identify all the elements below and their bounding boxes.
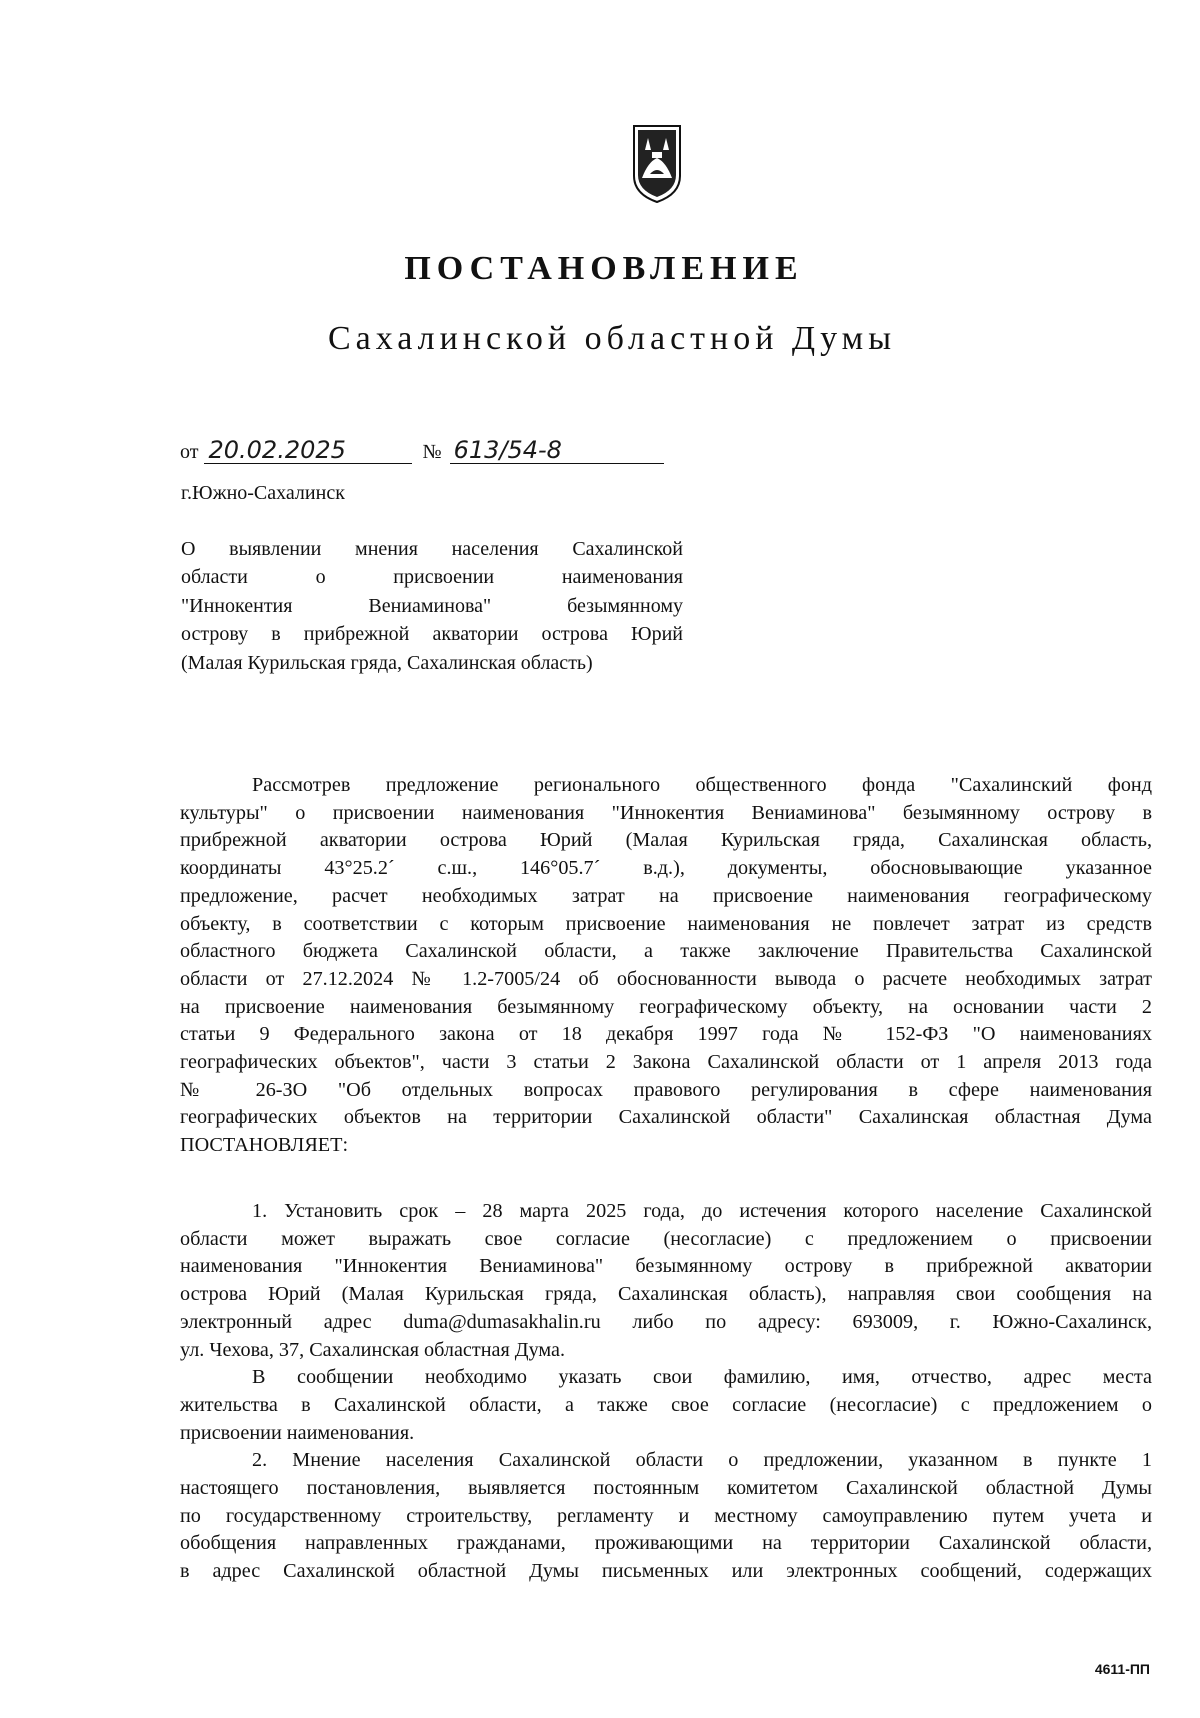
body-line: в адрес Сахалинской областной Думы письменных или электронных сообщений, содержащих	[180, 1560, 1152, 1583]
subject-line: (Малая Курильская гряда, Сахалинская область)	[181, 651, 593, 674]
coat-of-arms-icon	[628, 122, 686, 204]
body-line: 2. Мнение населения Сахалинской области о предложении, указанном в пункте 1	[252, 1449, 1152, 1472]
body-line: острова Юрий (Малая Курильская гряда, Сахалинская область), направляя свои сообщения на	[180, 1283, 1152, 1306]
body-line: географических объектов", части 3 статьи 2 Закона Сахалинской области от 1 апреля 2013 года	[180, 1051, 1152, 1074]
body-line: предложение, расчет необходимых затрат на присвоение наименования географическому	[180, 884, 1152, 907]
city-line: г.Южно-Сахалинск	[181, 482, 345, 504]
subject-line: области о присвоении наименования	[181, 566, 683, 589]
body-line: электронный адрес duma@dumasakhalin.ru либо по адресу: 693009, г. Южно-Сахалинск,	[180, 1310, 1152, 1333]
body-line: № 26-ЗО "Об отдельных вопросах правового регулирования в сфере наименования	[180, 1078, 1152, 1101]
body-line: настоящего постановления, выявляется постоянным комитетом Сахалинской областной Думы	[180, 1477, 1152, 1500]
subject-line: О выявлении мнения населения Сахалинской	[181, 538, 683, 560]
subject-line: острову в прибрежной акватории острова Юрий	[181, 623, 683, 646]
dateline	[180, 438, 664, 464]
body-line: области может выражать свое согласие (несогласие) с предложением о присвоении	[180, 1227, 1152, 1250]
document-subtitle: Сахалинской областной Думы	[327, 320, 897, 357]
preamble-paragraph	[180, 772, 1152, 1160]
body-line: координаты 43°25.2´ с.ш., 146°05.7´ в.д.), документы, обосновывающие указанное	[180, 857, 1152, 880]
body-line: 1. Установить срок – 28 марта 2025 года, до истечения которого население Сахалинской	[252, 1200, 1152, 1222]
body-line: по государственному строительству, регламенту и местному самоуправлению путем учета и	[180, 1504, 1152, 1527]
body-line: Рассмотрев предложение регионального общественного фонда "Сахалинский фонд	[252, 774, 1152, 796]
document-title: ПОСТАНОВЛЕНИЕ	[404, 250, 804, 287]
body-line: области от 27.12.2024 № 1.2-7005/24 об обоснованности вывода о расчете необходимых затрат	[180, 967, 1152, 990]
body-line: объекту, в соответствии с которым присвоение наименования не повлечет затрат из средств	[180, 912, 1152, 935]
handwritten-date: 20.02.2025	[204, 438, 412, 464]
body-line: на присвоение наименования безымянному географическому объекту, на основании части 2	[180, 995, 1152, 1018]
body-line: статьи 9 Федерального закона от 18 декабря 1997 года № 152-ФЗ "О наименованиях	[180, 1023, 1152, 1046]
body-line: В сообщении необходимо указать свои фамилию, имя, отчество, адрес места	[252, 1366, 1152, 1389]
body-line: географических объектов на территории Сахалинской области" Сахалинская областная Дума	[180, 1106, 1152, 1129]
body-line: областного бюджета Сахалинской области, а также заключение Правительства Сахалинской	[180, 940, 1152, 963]
body-line: жительства в Сахалинской области, а также свое согласие (несогласие) с предложением о	[180, 1393, 1152, 1416]
body-line: присвоении наименования.	[180, 1421, 415, 1444]
body-line: обобщения направленных гражданами, проживающими на территории Сахалинской области,	[180, 1532, 1152, 1555]
handwritten-number: 613/54-8	[450, 438, 664, 464]
body-line: прибрежной акватории острова Юрий (Малая Курильская гряда, Сахалинская область,	[180, 829, 1152, 852]
body-line: ул. Чехова, 37, Сахалинская областная Дума.	[180, 1338, 566, 1361]
subject-block	[181, 535, 683, 677]
body-line: культуры" о присвоении наименования "Иннокентия Вениаминова" безымянному острову в	[180, 801, 1152, 824]
footer-code: 4611-ПП	[1094, 1661, 1150, 1677]
date-from-label: от	[180, 441, 199, 463]
resolves-label: ПОСТАНОВЛЯЕТ:	[180, 1134, 349, 1157]
body-line: наименования "Иннокентия Вениаминова" безымянному острову в прибрежной акватории	[180, 1255, 1152, 1278]
item-1-paragraph	[180, 1198, 1152, 1586]
subject-line: "Иннокентия Вениаминова" безымянному	[181, 594, 683, 617]
number-label: №	[422, 441, 442, 463]
